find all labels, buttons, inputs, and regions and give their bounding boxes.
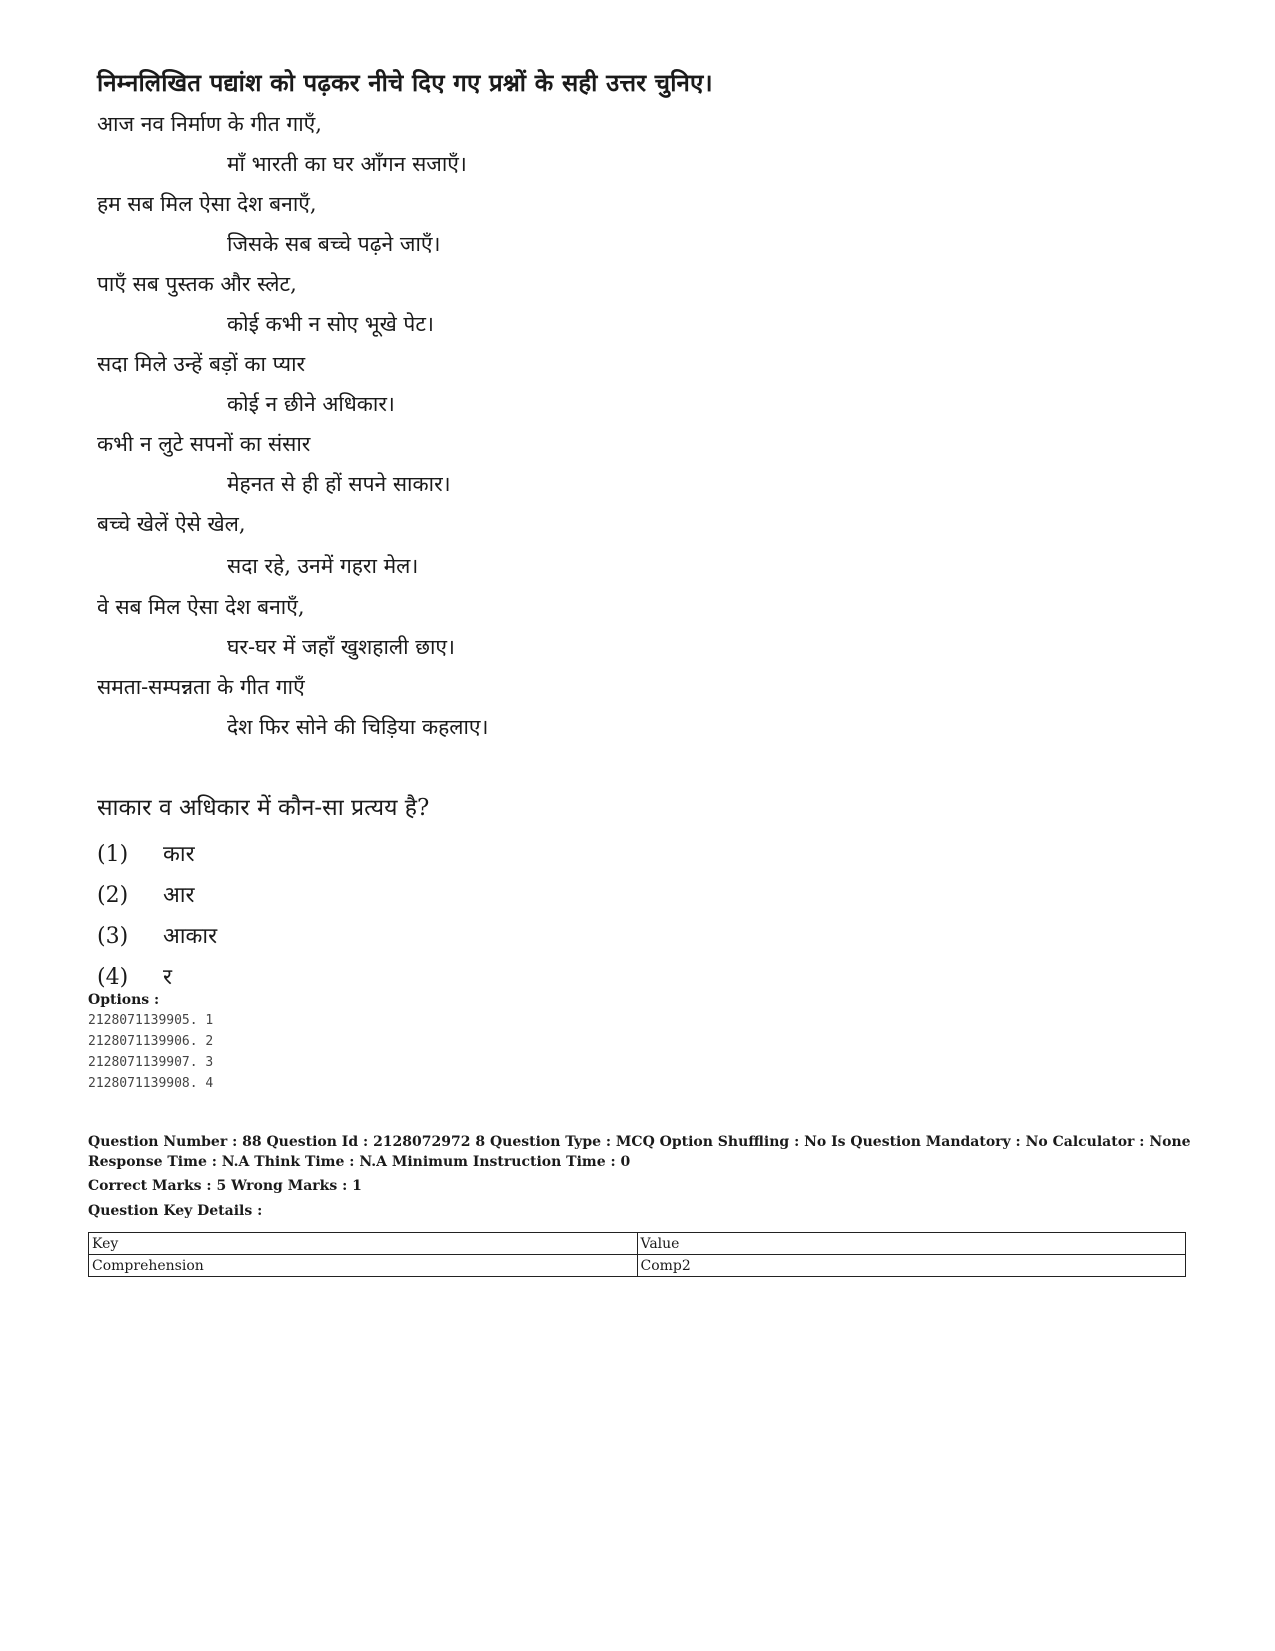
poem-line: सदा मिले उन्हें बड़ों का प्यार [97, 352, 306, 376]
question-meta-line: Response Time : N.A Think Time : N.A Minimum Instruction Time : 0 [88, 1154, 631, 1170]
poem-line: आज नव निर्माण के गीत गाएँ, [97, 112, 322, 136]
poem-line: वे सब मिल ऐसा देश बनाएँ, [97, 595, 305, 619]
table-header-cell: Key [89, 1233, 638, 1255]
answer-choice [97, 879, 194, 909]
passage-instruction-heading: निम्नलिखित पद्यांश को पढ़कर नीचे दिए गए प्रश्नों के सही उत्तर चुनिए। [97, 68, 713, 97]
poem-line: कोई न छीने अधिकार। [227, 392, 395, 416]
choice-number: (4) [97, 965, 129, 990]
poem-line: कभी न लुटे सपनों का संसार [97, 432, 311, 456]
question-meta-line: Question Number : 88 Question Id : 2128072972 8 Question Type : MCQ Option Shuffling : No Is Question Mandatory : No Calculator : None [88, 1134, 1191, 1150]
poem-line: बच्चे खेलें ऐसे खेल, [97, 512, 246, 536]
table-header-cell: Value [637, 1233, 1186, 1255]
choice-text: आकार [163, 924, 218, 949]
poem-line: पाएँ सब पुस्तक और स्लेट, [97, 272, 297, 296]
poem-line: जिसके सब बच्चे पढ़ने जाएँ। [227, 232, 441, 256]
poem-line: कोई कभी न सोए भूखे पेट। [227, 312, 434, 336]
table-row [89, 1255, 1186, 1277]
poem-line: देश फिर सोने की चिड़िया कहलाए। [227, 715, 489, 739]
poem-line: हम सब मिल ऐसा देश बनाएँ, [97, 192, 317, 216]
choice-number: (1) [97, 842, 129, 867]
table-cell: Comprehension [89, 1255, 638, 1277]
question-text: साकार व अधिकार में कौन-सा प्रत्यय है? [97, 795, 430, 821]
poem-line: माँ भारती का घर आँगन सजाएँ। [227, 152, 467, 176]
options-label: Options : [88, 992, 160, 1008]
marks-line: Correct Marks : 5 Wrong Marks : 1 [88, 1178, 362, 1194]
table-header-row [89, 1233, 1186, 1255]
option-id: 2128071139908. 4 [88, 1076, 214, 1091]
option-id: 2128071139907. 3 [88, 1055, 214, 1070]
poem-line: सदा रहे, उनमें गहरा मेल। [227, 554, 419, 578]
poem-line: मेहनत से ही हों सपने साकार। [227, 472, 451, 496]
answer-choice [97, 838, 195, 868]
question-key-table [88, 1232, 1186, 1277]
choice-number: (3) [97, 924, 129, 949]
choice-text: र [163, 965, 172, 990]
answer-choice [97, 961, 172, 991]
option-id: 2128071139905. 1 [88, 1013, 214, 1028]
answer-choice [97, 920, 217, 950]
choice-number: (2) [97, 883, 129, 908]
table-cell: Comp2 [637, 1255, 1186, 1277]
choice-text: कार [163, 842, 195, 867]
choice-text: आर [163, 883, 195, 908]
poem-line: समता-सम्पन्नता के गीत गाएँ [97, 675, 305, 699]
poem-line: घर-घर में जहाँ खुशहाली छाए। [227, 635, 455, 659]
key-details-label: Question Key Details : [88, 1203, 263, 1219]
option-id: 2128071139906. 2 [88, 1034, 214, 1049]
